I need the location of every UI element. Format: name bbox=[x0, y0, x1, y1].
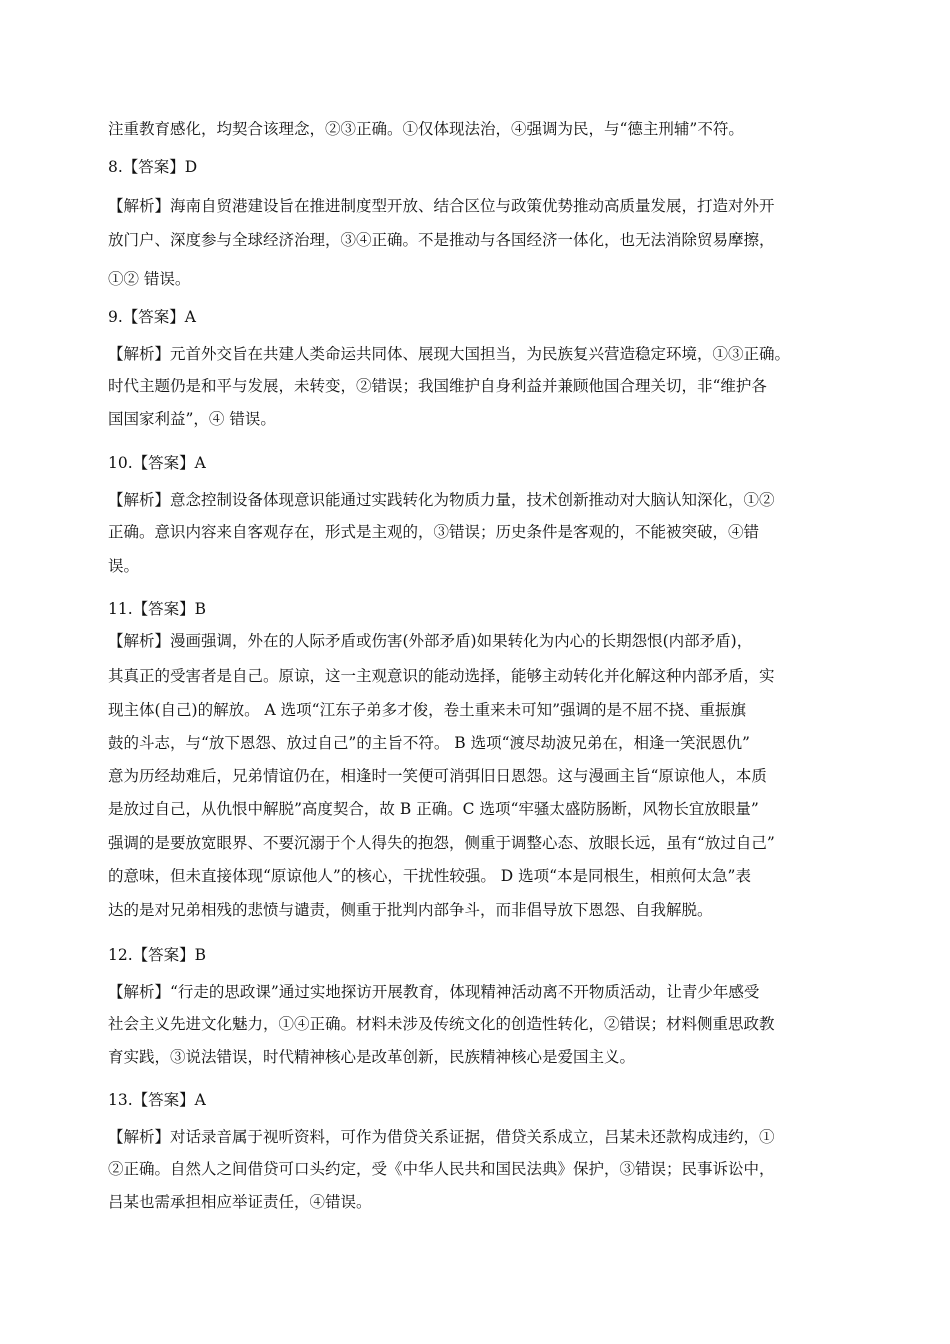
text-line: 意为历经劫难后，兄弟情谊仍在，相逢时一笑便可消弭旧日恩怨。这与漫画主旨“原谅他人，本质 bbox=[108, 767, 767, 785]
text-line: 【解析】意念控制设备体现意识能通过实践转化为物质力量，技术创新推动对大脑认知深化，①② bbox=[108, 491, 775, 509]
text-line: 其真正的受害者是自己。原谅，这一主观意识的能动选择，能够主动转化并化解这种内部矛盾，实 bbox=[108, 667, 775, 685]
text-line: ①② 错误。 bbox=[108, 270, 191, 288]
text-line: 现主体(自己)的解放。 A 选项“江东子弟多才俊，卷土重来未可知”强调的是不屈不挠、重振旗 bbox=[108, 701, 746, 719]
text-line: 是放过自己，从仇恨中解脱”高度契合，故 B 正确。C 选项“牢骚太盛防肠断，风物长宜放眼量” bbox=[108, 800, 759, 818]
text-line: 【解析】“行走的思政课”通过实地探访开展教育，体现精神活动离不开物质活动，让青少年感受 bbox=[108, 983, 760, 1001]
text-line: 鼓的斗志，与“放下恩怨、放过自己”的主旨不符。 B 选项“渡尽劫波兄弟在，相逢一笑泯恩仇” bbox=[108, 734, 750, 752]
text-line: 育实践，③说法错误，时代精神核心是改革创新，民族精神核心是爱国主义。 bbox=[108, 1048, 636, 1066]
text-line: ②正确。自然人之间借贷可口头约定，受《中华人民共和国民法典》保护，③错误；民事诉讼中， bbox=[108, 1160, 775, 1178]
text-line: 【解析】漫画强调，外在的人际矛盾或伤害(外部矛盾)如果转化为内心的长期怨恨(内部矛盾)， bbox=[108, 632, 753, 650]
text-line: 吕某也需承担相应举证责任，④错误。 bbox=[108, 1193, 372, 1211]
text-line: 注重教育感化，均契合该理念，②③正确。①仅体现法治，④强调为民，与“德主刑辅”不符。 bbox=[108, 120, 744, 138]
text-line: 时代主题仍是和平与发展，未转变，②错误；我国维护自身利益并兼顾他国合理关切，非“维护各 bbox=[108, 377, 767, 395]
text-line: 【解析】海南自贸港建设旨在推进制度型开放、结合区位与政策优势推动高质量发展，打造对外开 bbox=[108, 197, 775, 215]
text-line: 达的是对兄弟相残的悲愤与谴责，侧重于批判内部争斗，而非倡导放下恩怨、自我解脱。 bbox=[108, 901, 713, 919]
answer-heading-10: 10.【答案】A bbox=[108, 454, 206, 472]
text-line: 放门户、深度参与全球经济治理，③④正确。不是推动与各国经济一体化，也无法消除贸易摩擦， bbox=[108, 231, 775, 249]
text-line: 国国家利益”，④ 错误。 bbox=[108, 410, 276, 428]
text-line: 【解析】对话录音属于视听资料，可作为借贷关系证据，借贷关系成立，吕某未还款构成违约，① bbox=[108, 1128, 775, 1146]
text-line: 社会主义先进文化魅力，①④正确。材料未涉及传统文化的创造性转化，②错误；材料侧重思政教 bbox=[108, 1015, 775, 1033]
answer-heading-8: 8.【答案】D bbox=[108, 158, 198, 176]
answer-heading-12: 12.【答案】B bbox=[108, 946, 207, 964]
answer-heading-13: 13.【答案】A bbox=[108, 1091, 206, 1109]
text-line: 强调的是要放宽眼界、不要沉溺于个人得失的抱怨，侧重于调整心态、放眼长远，虽有“放过自己” bbox=[108, 834, 775, 852]
text-line: 的意味，但未直接体现“原谅他人”的核心，干扰性较强。 D 选项“本是同根生，相煎何太急”表 bbox=[108, 867, 751, 885]
text-line: 误。 bbox=[108, 557, 140, 575]
text-line: 【解析】元首外交旨在共建人类命运共同体、展现大国担当，为民族复兴营造稳定环境，①③正确。 bbox=[108, 345, 791, 363]
answer-heading-9: 9.【答案】A bbox=[108, 308, 196, 326]
text-line: 正确。意识内容来自客观存在，形式是主观的，③错误；历史条件是客观的，不能被突破，④错 bbox=[108, 523, 760, 541]
answer-heading-11: 11.【答案】B bbox=[108, 600, 207, 618]
